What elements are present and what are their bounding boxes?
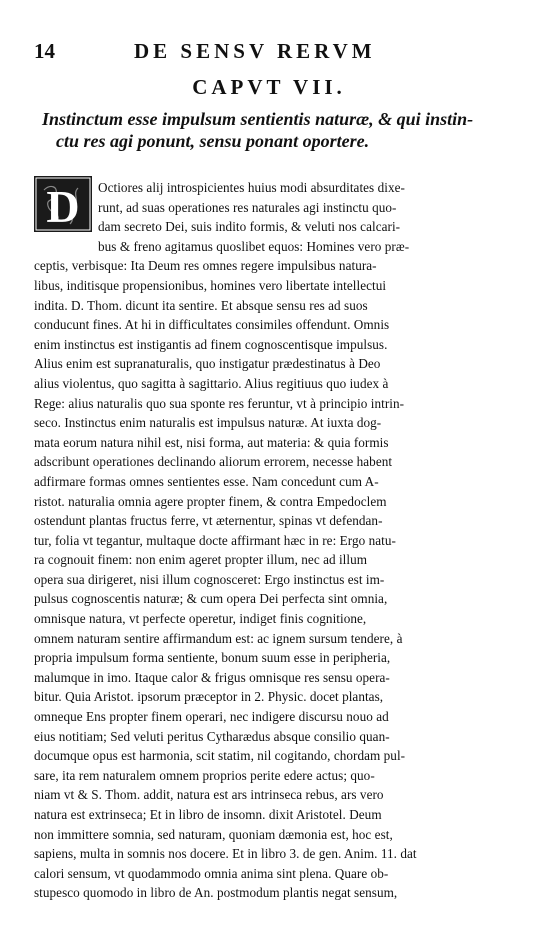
- text-line: non immittere somnia, sed naturam, quoniam dæmonia est, hoc est,: [34, 826, 393, 842]
- text-line: ristot. naturalia omnia agere propter finem, & contra Empedoclem: [34, 493, 387, 509]
- text-line: calori sensum, vt quodammodo omnia anima sint plena. Quare ob-: [34, 865, 389, 881]
- text-line: indita. D. Thom. dicunt ita sentire. Et absque sensu res ad suos: [34, 297, 368, 313]
- body-text: [34, 178, 524, 903]
- chapter-heading: CAPVT VII.: [192, 75, 346, 99]
- text-line: runt, ad suas operationes res naturales agi instinctu quo-: [98, 199, 397, 215]
- text-line: alius violentus, quo sagitta à sagittario. Alius regitiuus quo iudex à: [34, 375, 389, 391]
- text-line: adscribunt operationes declinando aliorum errorem, necesse habent: [34, 454, 393, 470]
- text-line: stupesco quomodo in libro de An. postmodum plantis negat sensum,: [34, 885, 398, 901]
- text-line: omnem naturam sentire affirmandum est: ac ignem sursum tendere, à: [34, 630, 403, 646]
- running-head: [34, 38, 516, 64]
- text-line: propria impulsum forma sentiente, bonum suum esse in peripheria,: [34, 650, 391, 666]
- text-line: Rege: alius naturalis quo sua sponte res feruntur, vt à principio intrin-: [34, 395, 405, 411]
- svg-text:D: D: [46, 181, 80, 232]
- chapter-title: [42, 108, 520, 152]
- text-line: seco. Instinctus enim naturalis est impulsus naturæ. At iuxta dog-: [34, 415, 382, 431]
- text-line: bus & freno agitamus quoslibet equos: Homines vero præ-: [98, 238, 410, 254]
- text-line: tur, folia vt tegantur, multaque docte affirmant hæc in re: Ergo natu-: [34, 532, 396, 548]
- text-line: Octiores alij introspicientes huius modi absurditates dixe-: [98, 180, 405, 195]
- chapter-title-line: ctu res agi ponunt, sensu ponant oportere.: [56, 131, 370, 151]
- text-line: libus, inditisque propensionibus, homines vero libertate intellectui: [34, 277, 387, 293]
- text-line: enim instinctus est instigantis ad finem cognoscentisque impulsus.: [34, 336, 388, 352]
- text-line: sare, ita rem naturalem omnem proprios perite edere actus; quo-: [34, 767, 375, 783]
- running-title: DE SENSV RERVM: [134, 39, 376, 63]
- text-line: natura est extrinseca; Et in libro de insomn. dixit Aristotel. Deum: [34, 807, 382, 822]
- text-line: bitur. Quia Aristot. ipsorum præceptor in 2. Physic. docet plantas,: [34, 689, 384, 705]
- text-line: pulsus cognoscentis naturæ; & cum opera Dei perfecta sint omnia,: [34, 591, 388, 607]
- text-line: conducunt fines. At hi in difficultates consimiles offendunt. Omnis: [34, 317, 390, 333]
- text-line: adfirmare formas omnes sentientes esse. Nam concedunt cum A-: [34, 473, 379, 489]
- text-line: dam secreto Dei, suis indito formis, & veluti nos calcari-: [98, 219, 401, 235]
- page-number: 14: [34, 39, 55, 63]
- text-line: Alius enim est supranaturalis, quo instigatur prædestinatus à Deo: [34, 356, 381, 372]
- text-line: eius notitiam; Sed veluti peritus Cytharædus absque consilio quan-: [34, 728, 390, 744]
- text-line: sapiens, multa in somnis nos docere. Et in libro 3. de gen. Anim. 11. dat: [34, 846, 417, 862]
- text-line: malumque in imo. Itaque calor & frigus omnisque res sensu opera-: [34, 669, 390, 685]
- text-line: opera sua dirigeret, nisi illum cognosceret: Ergo instinctus est im-: [34, 571, 385, 587]
- text-line: documque opus est harmonia, scit statim, nil cogitando, chordam pul-: [34, 748, 406, 764]
- chapter-title-line: Instinctum esse impulsum sentientis naturæ, & qui instin-: [42, 109, 474, 129]
- text-line: ra cognouit finem: non enim ageret propter illum, nec ad illum: [34, 552, 368, 568]
- text-line: omneque Ens propter finem operari, nec indigere discursu nouo ad: [34, 709, 389, 725]
- text-line: ostendunt plantas fructus ferre, vt æternentur, spinas vt defendan-: [34, 513, 383, 529]
- text-line: ceptis, verbisque: Ita Deum res omnes regere impulsibus natura-: [34, 258, 377, 274]
- text-line: omnisque natura, vt perfecte operetur, indiget finis cognitione,: [34, 611, 367, 627]
- text-line: niam vt & S. Thom. addit, natura est ars intrinseca rebus, ars vero: [34, 787, 384, 803]
- text-line: mata eorum natura nihil est, nisi forma, aut materia: & quia formis: [34, 434, 389, 450]
